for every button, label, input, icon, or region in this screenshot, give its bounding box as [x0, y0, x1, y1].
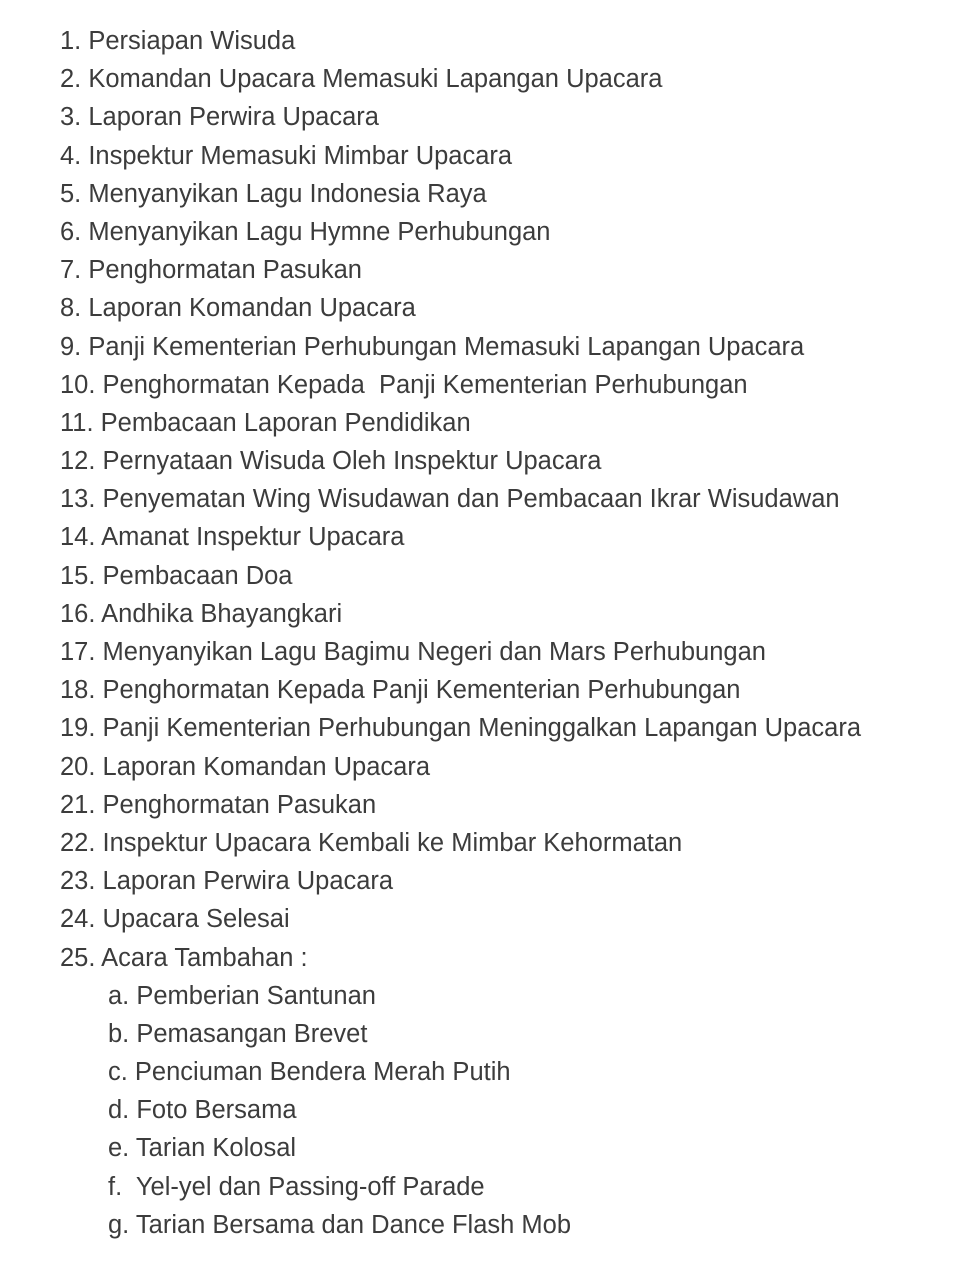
agenda-item-6: 6. Menyanyikan Lagu Hymne Perhubungan — [60, 217, 551, 246]
agenda-item-18: 18. Penghormatan Kepada Panji Kementerian Perhubungan — [60, 676, 741, 705]
agenda-item-21: 21. Penghormatan Pasukan — [60, 790, 377, 819]
agenda-item-8: 8. Laporan Komandan Upacara — [60, 294, 416, 323]
agenda-item-25: 25. Acara Tambahan : — [60, 943, 308, 972]
agenda-item-12: 12. Pernyataan Wisuda Oleh Inspektur Upacara — [60, 447, 602, 476]
agenda-item-5: 5. Menyanyikan Lagu Indonesia Raya — [60, 179, 487, 208]
agenda-item-10: 10. Penghormatan Kepada Panji Kementerian Perhubungan — [60, 370, 748, 399]
agenda-item-19: 19. Panji Kementerian Perhubungan Meninggalkan Lapangan Upacara — [60, 714, 861, 743]
agenda-item-2: 2. Komandan Upacara Memasuki Lapangan Upacara — [60, 65, 663, 94]
agenda-item-15: 15. Pembacaan Doa — [60, 561, 293, 590]
agenda-subitem-a: a. Pemberian Santunan — [108, 981, 376, 1010]
agenda-subitem-c: c. Penciuman Bendera Merah Putih — [108, 1058, 511, 1087]
agenda-subitem-b: b. Pemasangan Brevet — [108, 1019, 368, 1048]
agenda-item-7: 7. Penghormatan Pasukan — [60, 256, 362, 285]
agenda-item-22: 22. Inspektur Upacara Kembali ke Mimbar Kehormatan — [60, 828, 683, 857]
agenda-item-3: 3. Laporan Perwira Upacara — [60, 103, 379, 132]
agenda-item-17: 17. Menyanyikan Lagu Bagimu Negeri dan Mars Perhubungan — [60, 638, 766, 666]
agenda-item-23: 23. Laporan Perwira Upacara — [60, 867, 394, 896]
agenda-item-14: 14. Amanat Inspektur Upacara — [60, 523, 405, 552]
agenda-item-1: 1. Persiapan Wisuda — [60, 27, 296, 55]
agenda-subitem-d: d. Foto Bersama — [108, 1096, 297, 1125]
agenda-item-4: 4. Inspektur Memasuki Mimbar Upacara — [60, 141, 513, 170]
agenda-item-13: 13. Penyematan Wing Wisudawan dan Pembacaan Ikrar Wisudawan — [60, 485, 840, 514]
agenda-item-16: 16. Andhika Bhayangkari — [60, 599, 343, 628]
agenda-item-24: 24. Upacara Selesai — [60, 905, 290, 934]
agenda-subitem-e: e. Tarian Kolosal — [108, 1134, 297, 1163]
agenda-subitem-f: f. Yel-yel dan Passing-off Parade — [108, 1172, 485, 1201]
agenda-item-20: 20. Laporan Komandan Upacara — [60, 752, 431, 781]
agenda-subitem-g: g. Tarian Bersama dan Dance Flash Mob — [108, 1210, 572, 1239]
agenda-list — [60, 22, 965, 1244]
agenda-item-9: 9. Panji Kementerian Perhubungan Memasuki Lapangan Upacara — [60, 332, 805, 361]
agenda-item-11: 11. Pembacaan Laporan Pendidikan — [60, 408, 471, 437]
